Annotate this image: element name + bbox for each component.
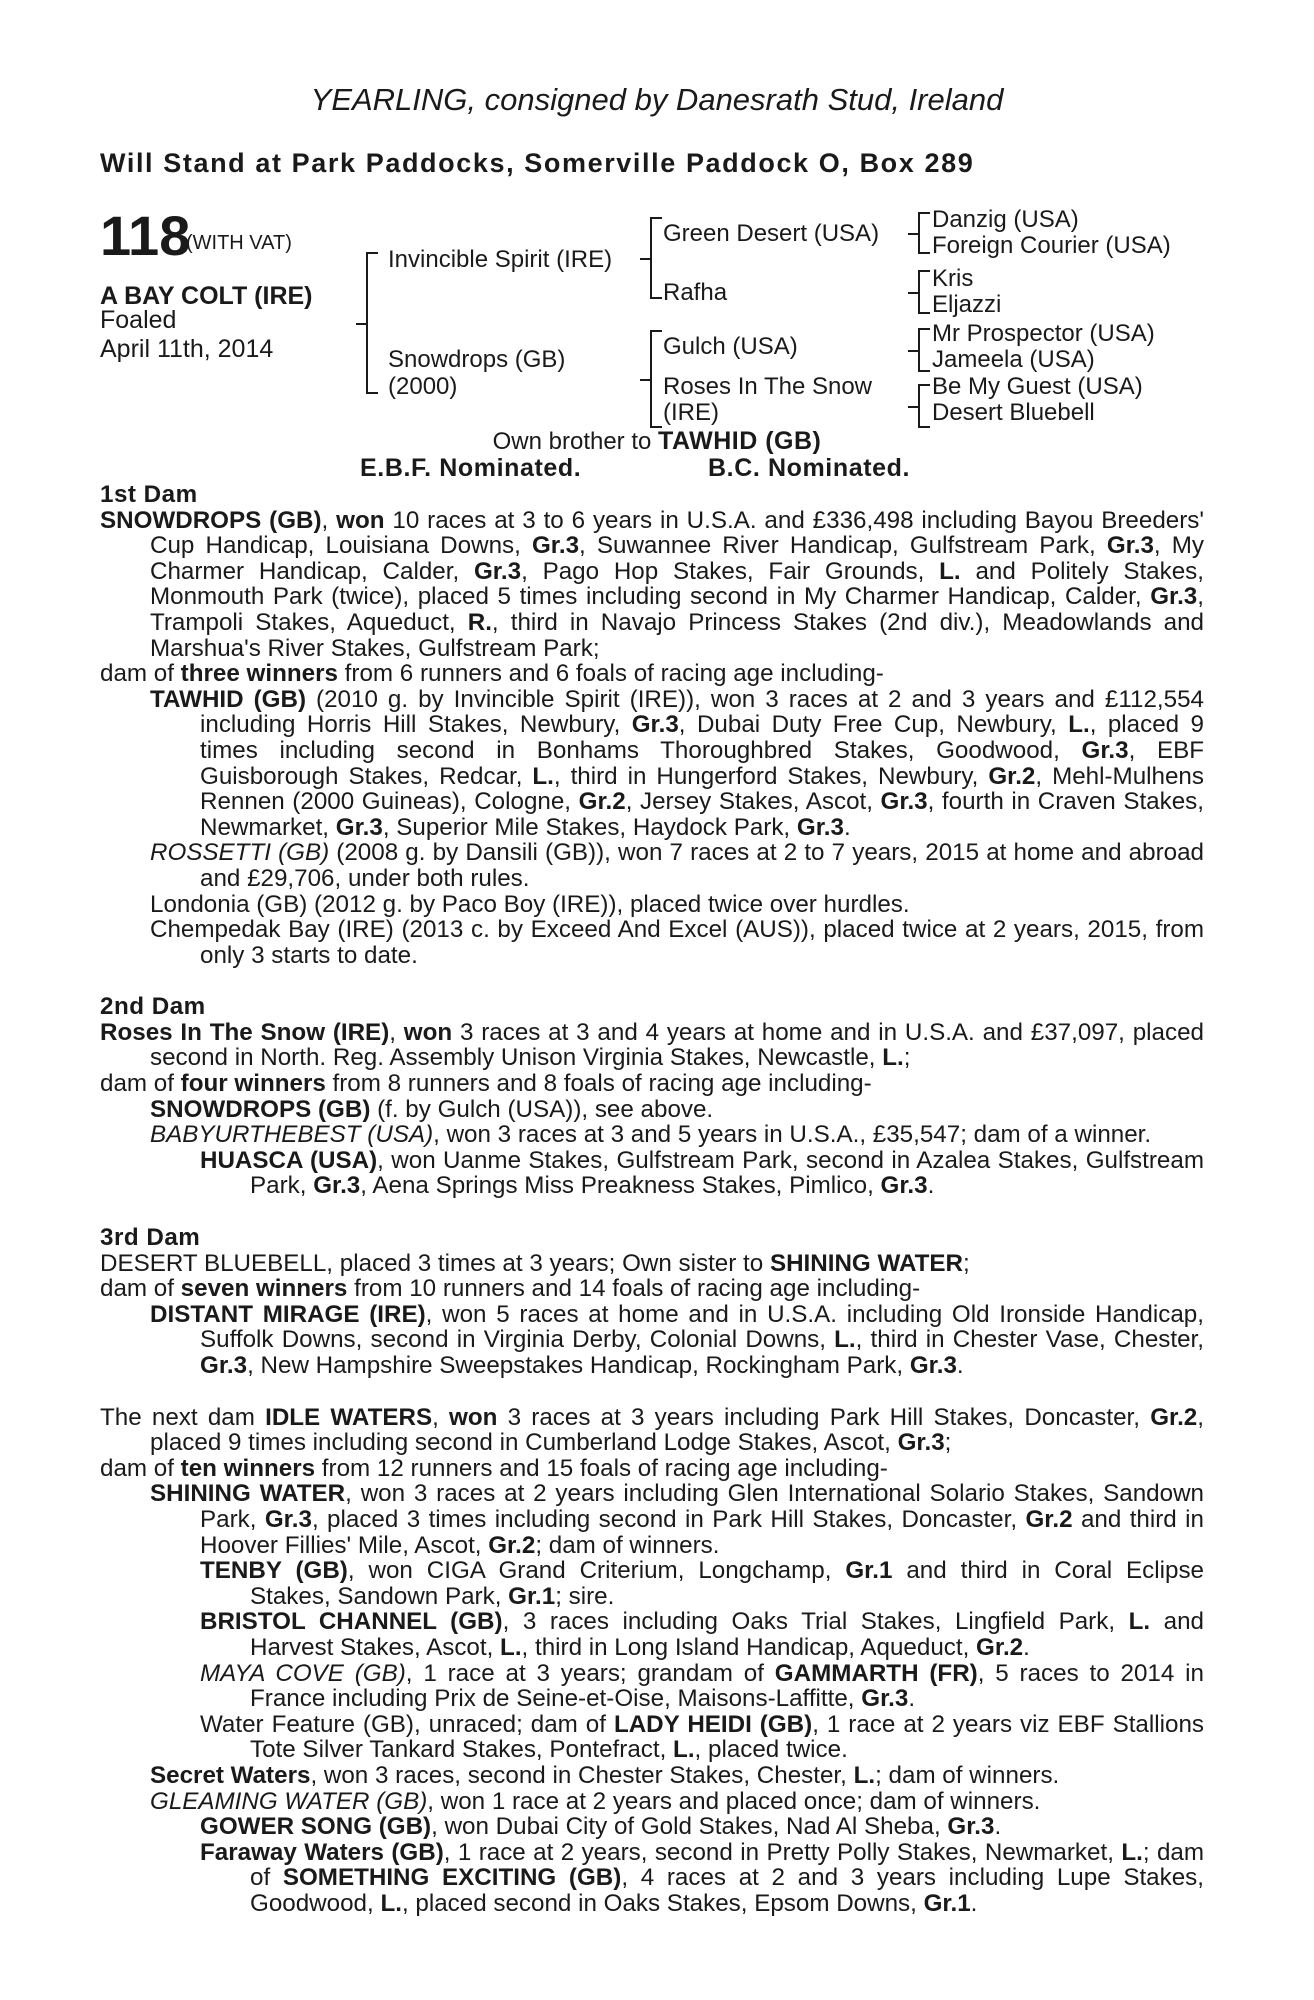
pedigree-body <box>100 482 1204 1916</box>
pedigree-dam: Snowdrops (GB) <box>388 346 566 373</box>
produce-entry: SNOWDROPS (GB) (f. by Gulch (USA)), see above. <box>150 1095 714 1123</box>
foaled-info <box>100 306 273 364</box>
pedigree-bracket-ss <box>918 212 930 254</box>
pedigree-sire-sire: Green Desert (USA) <box>663 220 880 247</box>
produce-entry: HUASCA (USA), won Uanme Stakes, Gulfstream Park, second in Azalea Stakes, Gulfstream Park, Gr.3, Aena Springs Miss Preakness Stakes, Pimlico, Gr.3. <box>200 1146 1204 1200</box>
pedigree-dam-dam: Roses In The Snow <box>663 373 873 400</box>
stand-location: Will Stand at Park Paddocks, Somerville Paddock O, Box 289 <box>100 148 975 178</box>
pedigree-ss-sire: Danzig (USA) <box>932 206 1079 233</box>
pedigree-bracket-dd <box>918 384 930 428</box>
pedigree-dam-year: (2000) <box>388 373 458 400</box>
second-dam-produce-summary: dam of four winners from 8 runners and 8 foals of racing age including- <box>100 1070 872 1098</box>
pedigree-dd-sire: Be My Guest (USA) <box>932 373 1143 400</box>
lot-number: 118 <box>100 204 191 267</box>
ebf-nomination: E.B.F. Nominated. <box>360 454 582 482</box>
produce-entry: MAYA COVE (GB), 1 race at 3 years; grandam of GAMMARTH (FR), 5 races to 2014 in France including Prix de Seine-et-Oise, Maisons-Laffitte, Gr.3. <box>200 1659 1204 1713</box>
next-dam-produce-summary: dam of ten winners from 12 runners and 15 foals of racing age including- <box>100 1454 888 1482</box>
dam-produce-summary: dam of three winners from 6 runners and 6 foals of racing age including- <box>100 660 884 688</box>
produce-entry: BRISTOL CHANNEL (GB), 3 races including Oaks Trial Stakes, Lingfield Park, L. and Harvest Stakes, Ascot, L., third in Long Island Handicap, Aqueduct, Gr.2. <box>200 1608 1205 1661</box>
own-brother-line <box>0 427 1314 456</box>
produce-entry: GOWER SONG (GB), won Dubai City of Gold Stakes, Nad Al Sheba, Gr.3. <box>200 1813 1002 1841</box>
vat-note: (WITH VAT) <box>186 232 292 254</box>
second-dam-entry: Roses In The Snow (IRE), won 3 races at 3 and 4 years at home and in U.S.A. and £37,097, placed second in North. Reg. Assembly Unison Virginia Stakes, Newcastle, L.; <box>100 1018 1204 1072</box>
own-brother-name: TAWHID (GB) <box>658 427 822 455</box>
pedigree-dam-dam-country: (IRE) <box>663 399 719 426</box>
produce-entry: SHINING WATER, won 3 races at 2 years including Glen International Solario Stakes, Sandown Park, Gr.3, placed 3 times including second in Park Hill Stakes, Doncaster, Gr.2 and third in Hoover Fillies' Mile, Ascot, Gr.2; dam of winners. <box>150 1480 1204 1559</box>
pedigree-bracket-ds <box>918 328 930 372</box>
pedigree-sd-dam: Eljazzi <box>932 291 1002 318</box>
produce-entry: GLEAMING WATER (GB), won 1 race at 2 years and placed once; dam of winners. <box>150 1787 1041 1815</box>
produce-entry: TENBY (GB), won CIGA Grand Criterium, Longchamp, Gr.1 and third in Coral Eclipse Stakes, Sandown Park, Gr.1; sire. <box>200 1557 1204 1610</box>
pedigree-dam-sire: Gulch (USA) <box>663 333 798 360</box>
dam-entry: SNOWDROPS (GB), won 10 races at 3 to 6 years in U.S.A. and £336,498 including Bayou Breeders' Cup Handicap, Louisiana Downs, Gr.3, Suwannee River Handicap, Gulfstream Park, Gr.3, My Charmer Handicap, Calder, Gr.3, Pago Hop Stakes, Fair Grounds, L. and Politely Stakes, Monmouth Park (twice), placed 5 times including second in My Charmer Handicap, Calder, Gr.3, Trampoli Stakes, Aqueduct, R., third in Navajo Princess Stakes (2nd div.), Meadowlands and Marshua's River Stakes, Gulfstream Park; <box>100 506 1204 662</box>
produce-entry: Secret Waters, won 3 races, second in Chester Stakes, Chester, L.; dam of winners. <box>150 1761 1060 1789</box>
lot-name: A BAY COLT (IRE) <box>100 282 313 310</box>
produce-entry: Chempedak Bay (IRE) (2013 c. by Exceed And Excel (AUS)), placed twice at 2 years, 2015, from only 3 starts to date. <box>150 916 1204 969</box>
third-dam-heading: 3rd Dam <box>100 1224 201 1252</box>
pedigree-bracket-sd <box>918 270 930 314</box>
pedigree-bracket-main <box>366 252 378 394</box>
bc-nomination: B.C. Nominated. <box>708 454 911 482</box>
second-dam-heading: 2nd Dam <box>100 993 206 1021</box>
produce-entry: BABYURTHEBEST (USA), won 3 races at 3 and 5 years in U.S.A., £35,547; dam of a winner. <box>150 1121 1152 1149</box>
pedigree-sire: Invincible Spirit (IRE) <box>388 246 613 273</box>
produce-entry: TAWHID (GB) (2010 g. by Invincible Spirit (IRE)), won 3 races at 2 and 3 years and £112,554 including Horris Hill Stakes, Newbury, Gr.3, Dubai Duty Free Cup, Newbury, L., placed 9 times including second in Bonhams Thoroughbred Stakes, Goodwood, Gr.3, EBF Guisborough Stakes, Redcar, L., third in Hungerford Stakes, Newbury, Gr.2, Mehl-Mulhens Rennen (2000 Guineas), Cologne, Gr.2, Jersey Stakes, Ascot, Gr.3, fourth in Craven Stakes, Newmarket, Gr.3, Superior Mile Stakes, Haydock Park, Gr.3. <box>150 685 1205 841</box>
third-dam-produce-summary: dam of seven winners from 10 runners and 14 foals of racing age including- <box>100 1275 921 1303</box>
pedigree-dd-dam: Desert Bluebell <box>932 399 1095 426</box>
page-title: YEARLING, consigned by Danesrath Stud, Ireland <box>310 82 1004 117</box>
third-dam-entry: DESERT BLUEBELL, placed 3 times at 3 years; Own sister to SHINING WATER; <box>100 1249 970 1277</box>
produce-entry: Water Feature (GB), unraced; dam of LADY HEIDI (GB), 1 race at 2 years viz EBF Stallions Tote Silver Tankard Stakes, Pontefract, L., placed twice. <box>200 1710 1204 1764</box>
produce-entry: Londonia (GB) (2012 g. by Paco Boy (IRE)), placed twice over hurdles. <box>150 890 910 918</box>
pedigree-sd-sire: Kris <box>932 265 974 292</box>
pedigree-bracket-dam <box>650 330 662 428</box>
own-brother-prefix: Own brother to <box>492 428 652 455</box>
produce-entry: Faraway Waters (GB), 1 race at 2 years, second in Pretty Polly Stakes, Newmarket, L.; dam of SOMETHING EXCITING (GB), 4 races at 2 and 3 years including Lupe Stakes, Goodwood, L., placed second in Oaks Stakes, Epsom Downs, Gr.1. <box>200 1838 1204 1917</box>
pedigree-bracket-sire <box>650 217 662 299</box>
foaled-date: April 11th, 2014 <box>100 335 274 363</box>
pedigree-ds-dam: Jameela (USA) <box>932 346 1095 373</box>
pedigree-ds-sire: Mr Prospector (USA) <box>932 320 1155 347</box>
pedigree-sire-dam: Rafha <box>663 279 728 306</box>
pedigree-ss-dam: Foreign Courier (USA) <box>932 232 1171 259</box>
produce-entry: ROSSETTI (GB) (2008 g. by Dansili (GB)), won 7 races at 2 to 7 years, 2015 at home and abroad and £29,706, under both rules. <box>150 839 1204 892</box>
next-dam-entry: The next dam IDLE WATERS, won 3 races at 3 years including Park Hill Stakes, Doncaster, Gr.2, placed 9 times including second in Cumberland Lodge Stakes, Ascot, Gr.3; <box>100 1403 1204 1457</box>
produce-entry: DISTANT MIRAGE (IRE), won 5 races at home and in U.S.A. including Old Ironside Handicap, Suffolk Downs, second in Virginia Derby, Colonial Downs, L., third in Chester Vase, Chester, Gr.3, New Hampshire Sweepstakes Handicap, Rockingham Park, Gr.3. <box>150 1300 1204 1379</box>
first-dam-heading: 1st Dam <box>100 481 198 508</box>
foaled-label: Foaled <box>100 306 177 334</box>
